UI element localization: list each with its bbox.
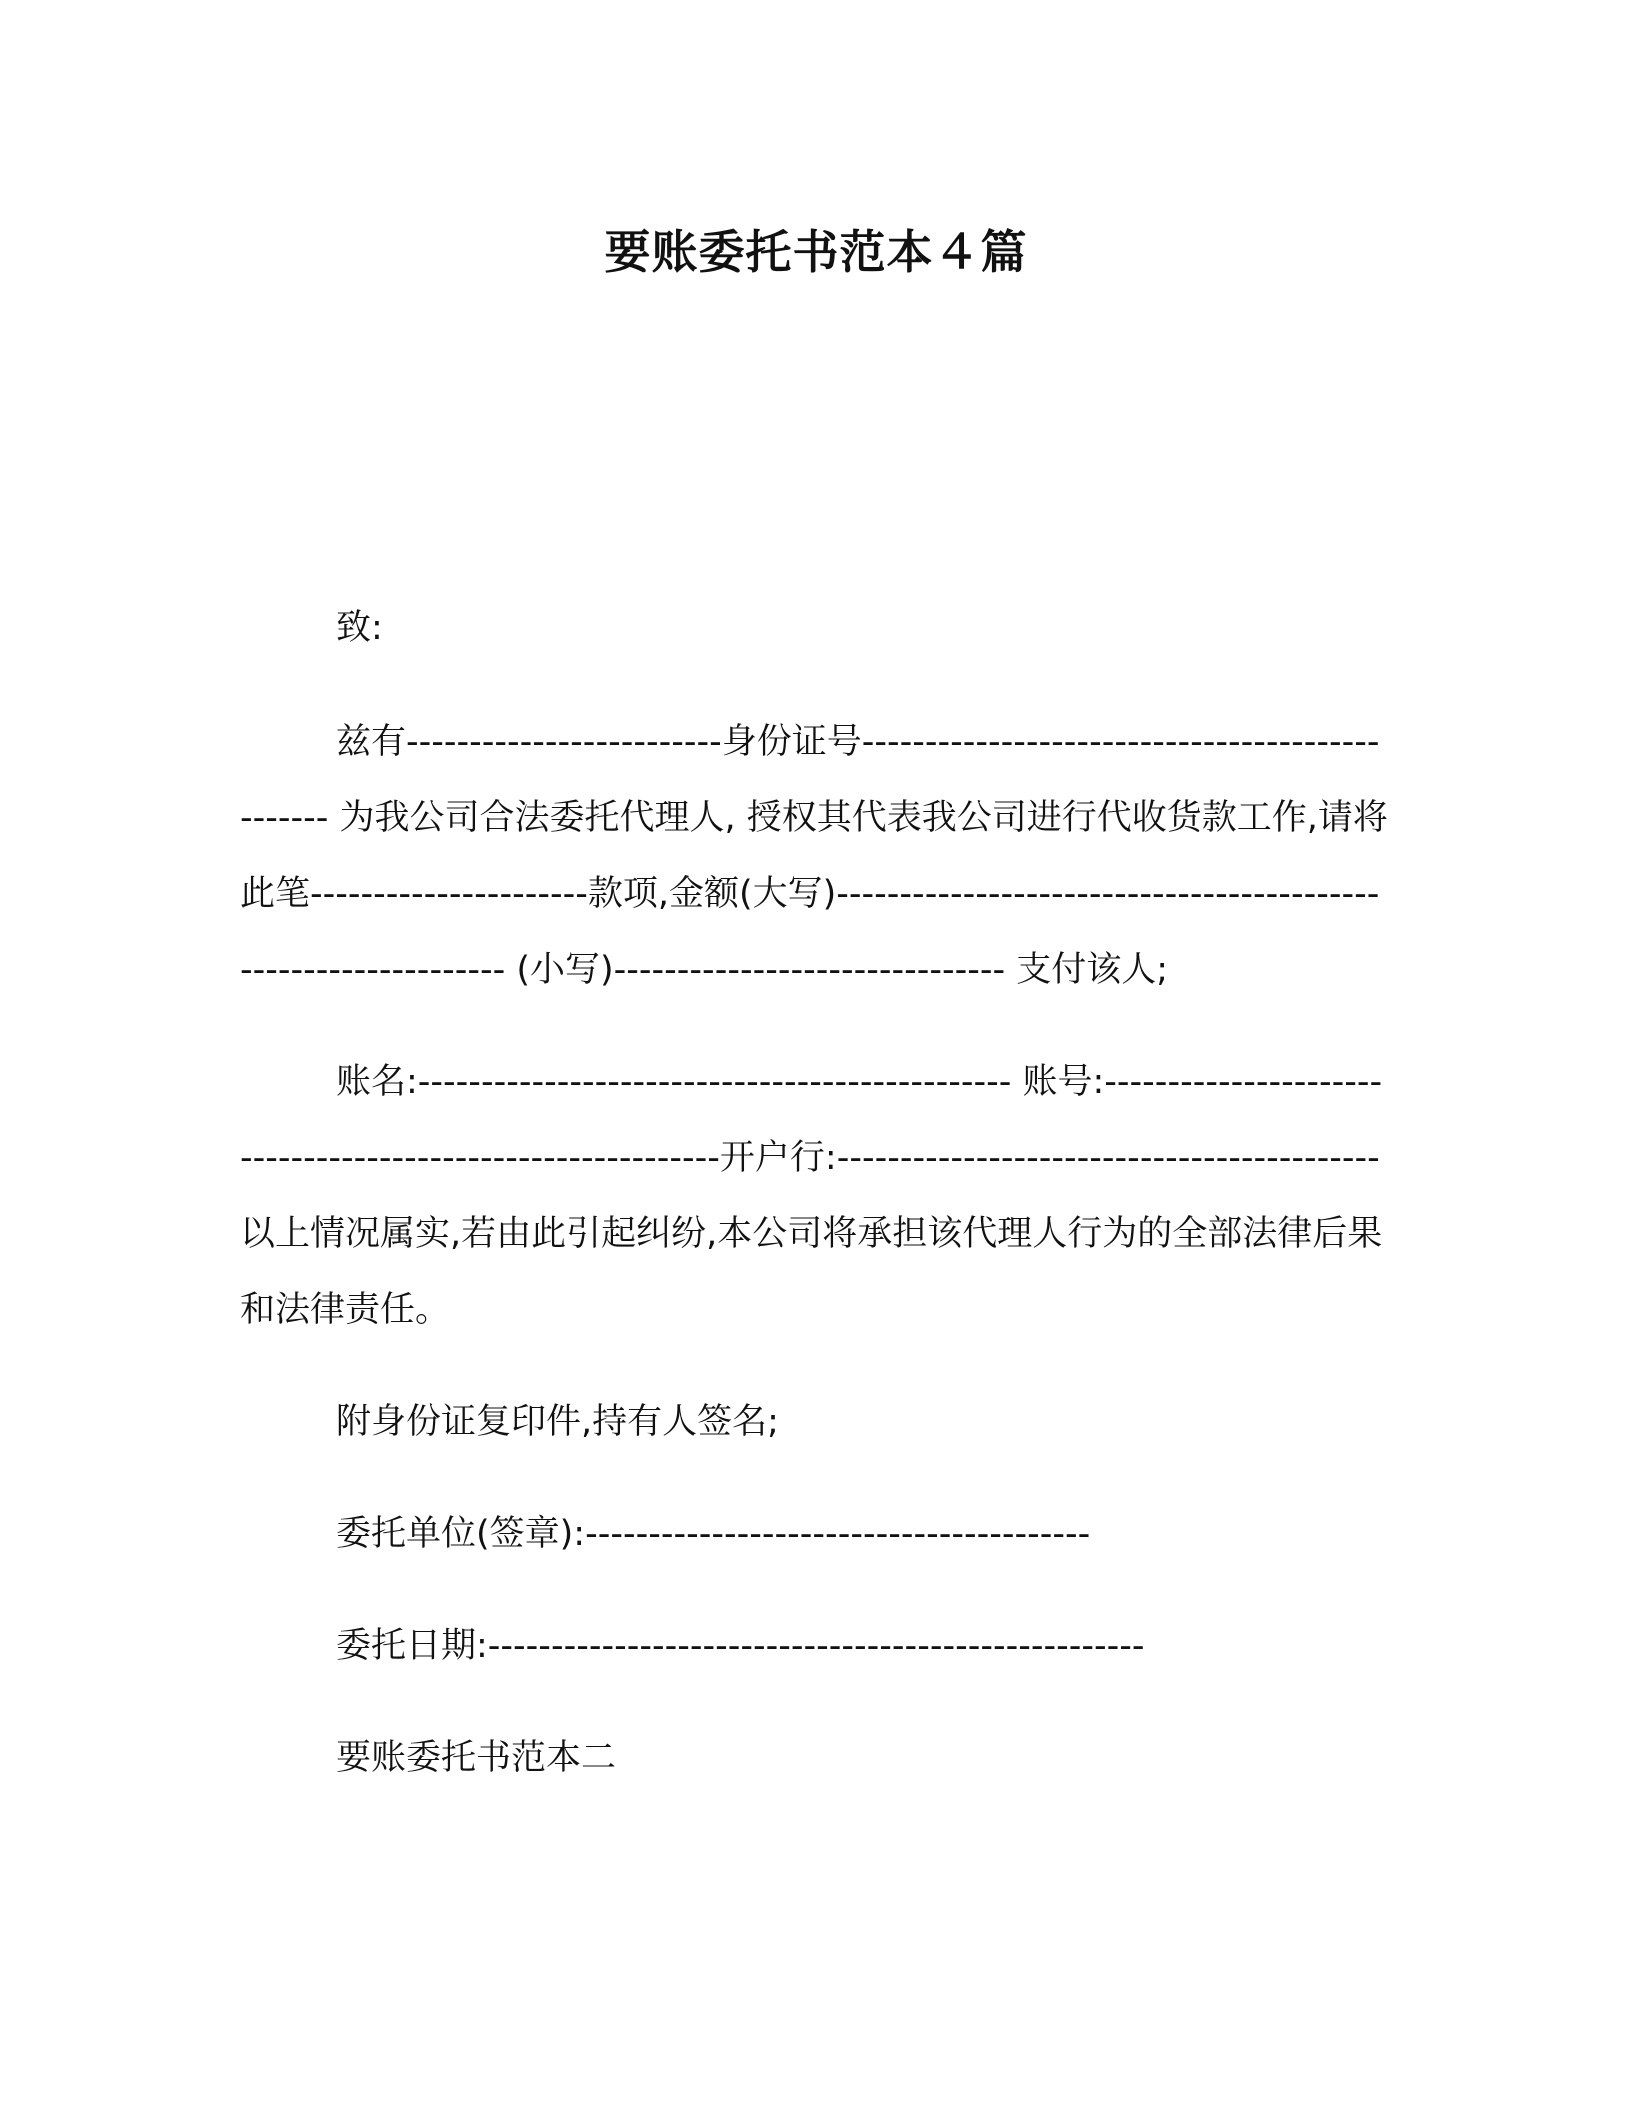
authorization-paragraph: 兹有-------------------------身份证号------------------------------------------------ 为我公司合法委托代理人, 授权其代表我公司进行代收货款工作,请将此笔----------------------款项,金额(大写)---------------------------------------------------------------- (小写)------------------------------- 支付该人; xyxy=(240,722,1388,990)
attachment-line: 附身份证复印件,持有人签名; xyxy=(336,1402,779,1442)
entrust-date-line: 委托日期:---------------------------------------------------- xyxy=(336,1626,1145,1666)
account-paragraph: 账名:----------------------------------------------- 账号:------------------------------------------------------------开户行:-------------------------------------------以上情况属实,若由此引起纠纷,本公司将承担该代理人行为的全部法律后果和法律责任。 xyxy=(240,1062,1383,1330)
sample-two-heading: 要账委托书范本二 xyxy=(336,1738,617,1778)
entrusting-unit-line: 委托单位(签章):---------------------------------------- xyxy=(336,1514,1091,1554)
document-body xyxy=(240,590,1390,1796)
document-title: 要账委托书范本４篇 xyxy=(604,225,1028,279)
salutation-line: 致: xyxy=(336,608,383,648)
